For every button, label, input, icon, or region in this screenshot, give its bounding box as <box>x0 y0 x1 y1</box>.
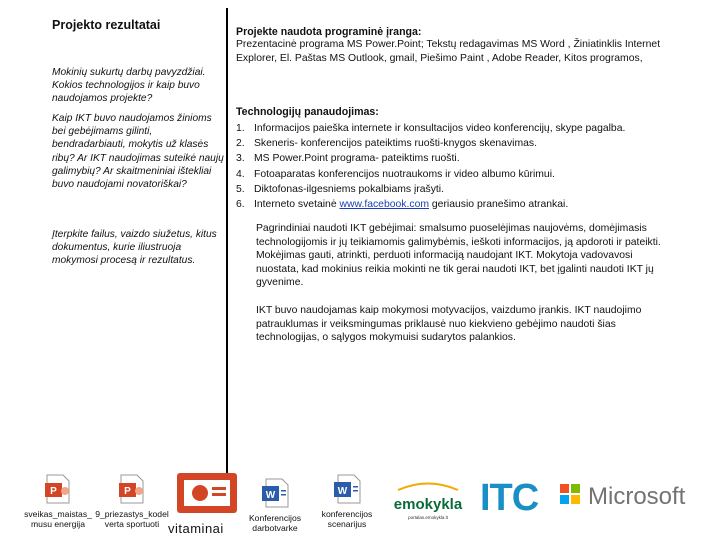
facebook-link[interactable]: www.facebook.com <box>339 199 430 211</box>
file-konferencijos-darbotvarke[interactable]: W Konferencijos darbotvarke <box>244 478 306 533</box>
file-9-priezastys[interactable]: P 9_priezastys_kodel verta sportuoti <box>92 474 172 529</box>
microsoft-logo-icon <box>560 484 580 504</box>
vitaminai-label: vitaminai <box>168 521 224 536</box>
powerpoint-file-icon <box>118 474 146 504</box>
emokykla-logo[interactable]: emokykla portalas.emokykla.lt <box>390 478 466 520</box>
question-insert-files: Įterpkite failus, vaizdo siužetus, kitus dokumentus, kurie iliustruoja mokymosi procesą ir rezultatus. <box>52 229 217 267</box>
list-item: 6. Interneto svetainė www.facebook.com geriausio pranešimo atrankai. <box>236 199 569 211</box>
list-item: 2. Skeneris- konferencijos pateiktims ruošti-knygos skenavimas. <box>236 138 537 150</box>
svg-text:W: W <box>337 486 348 497</box>
technology-title: Technologijų panaudojimas: <box>236 106 379 118</box>
file-konferencijos-scenarijus[interactable]: W konferencijos scenarijus <box>314 474 380 529</box>
emokykla-arc-icon <box>390 481 466 491</box>
left-panel <box>46 8 228 478</box>
list-item: 1. Informacijos paieška internete ir konsultacijos video konferencijų, skype pagalba. <box>236 123 626 134</box>
right-panel <box>236 26 676 344</box>
list-item: 3. MS Power.Point programa- pateiktims ruošti. <box>236 153 460 165</box>
software-section <box>236 26 676 65</box>
technology-list <box>236 121 676 212</box>
question-ikt-usage: Kaip IKT buvo naudojamos žinioms bei gebėjimams gilinti, bendradarbiauti, mokytis už klasės ribų? Ar IKT naudojimas suteikė naujų galimybių? Ar skaitmeniniai ištekliai buvo naudojami novatoriškai? <box>52 113 224 191</box>
svg-text:P: P <box>50 486 57 497</box>
powerpoint-file-icon <box>44 474 72 504</box>
software-title: Projekte naudota programinė įranga: <box>236 26 422 38</box>
svg-text:W: W <box>265 490 276 501</box>
itc-logo[interactable]: ITC <box>480 477 539 519</box>
file-sveikas-maistas[interactable]: P sveikas_maistas_ musu energija <box>22 474 94 529</box>
motivation-paragraph: IKT buvo naudojamas kaip mokymosi motyvacijos, vaizdumo įrankis. IKT naudojimo patrauklumas ir veiksmingumas priklausė nuo kiekvieno gebėjimo naudoti šias technologijas, o sąlygos mokymuisi sudarytos palankios. <box>256 305 642 344</box>
software-text: Prezentacinė programa MS Power.Point; Tekstų redagavimas MS Word , Žiniatinklis Internet Explorer, El. Paštas MS Outlook, gmail, Piešimo Paint , Adobe Reader, Kitos programos, <box>236 39 661 64</box>
microsoft-logo[interactable]: Microsoft <box>588 483 686 510</box>
attachments-strip <box>0 470 720 540</box>
list-item: 4. Fotoaparatas konferencijos nuotraukoms ir video albumo kūrimui. <box>236 168 555 180</box>
word-file-icon <box>333 474 361 504</box>
technology-section <box>236 106 676 212</box>
word-file-icon <box>261 478 289 508</box>
question-student-works: Mokinių sukurtų darbų pavyzdžiai. Kokios technologijos ir kaip buvo naudojamos projekte? <box>52 67 206 105</box>
powerpoint-presentation-icon[interactable] <box>176 472 238 514</box>
svg-text:P: P <box>124 486 131 497</box>
list-item: 5. Diktofonas-ilgesniems pokalbiams įrašyti. <box>236 183 444 195</box>
skills-paragraph: Pagrindiniai naudoti IKT gebėjimai: smalsumo puoselėjimas naujovėms, domėjimasis technologijomis ir jų teikiamomis galimybėmis, ieškoti informacijos, ją apdoroti ir pateikti. Mokėjimas gauti, atrinkti, perduoti informaciją naudojant IKT. Mokytoja vadovavosi nuostata, kad mokinius reikia mokinti ne tik gerai naudoti IKT, bet įgalinti naudoti IKT jų gyvenime. <box>256 223 661 289</box>
results-title: Projekto rezultatai <box>52 18 161 32</box>
